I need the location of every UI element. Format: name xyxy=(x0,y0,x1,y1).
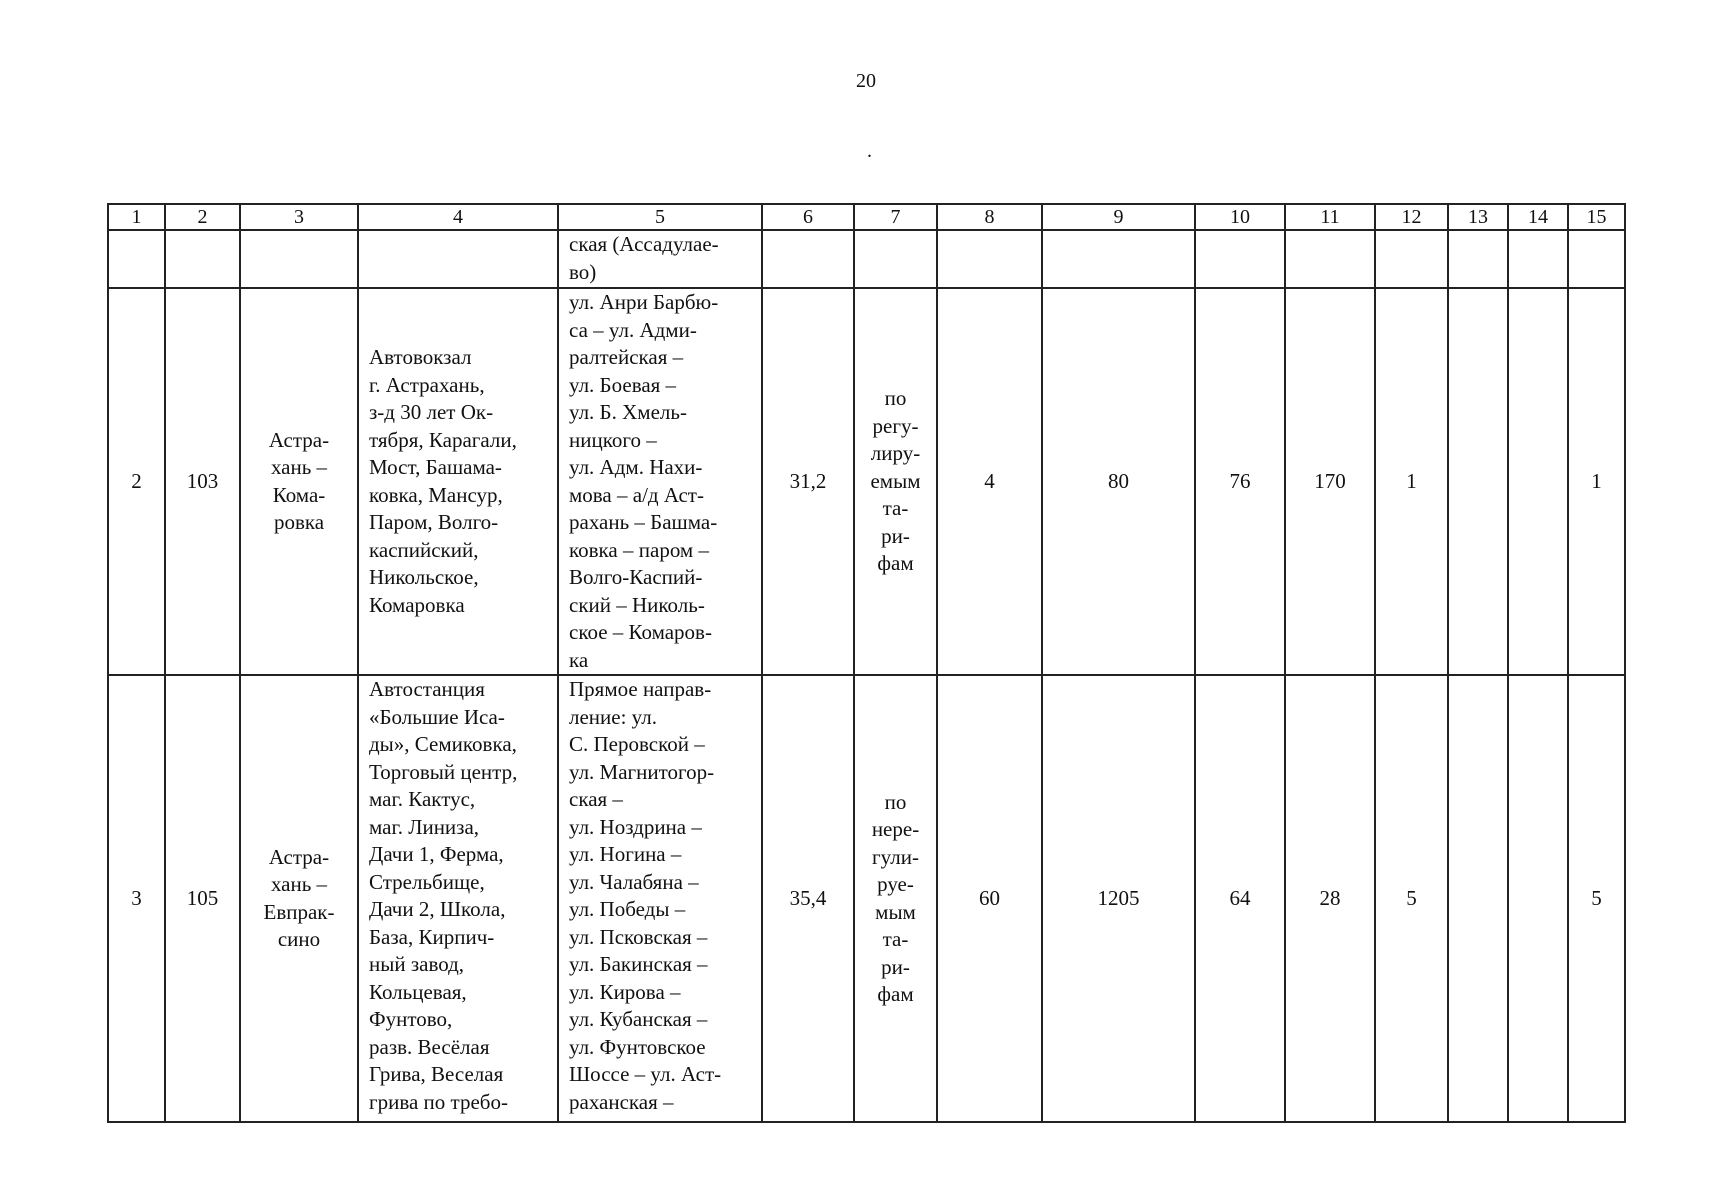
route-length: 31,2 xyxy=(762,288,854,675)
page-number: 20 xyxy=(856,70,876,92)
stray-dot: . xyxy=(867,140,872,162)
stops-list: Автостанция «Большие Иса- ды», Семиковка, Торговый центр, маг. Кактус, маг. Линиза, Дачи 1, Ферма, Стрельбище, Дачи 2, Школа, База, Кирпич- ный завод, Кольцевая, Фунтово, разв. Весёлая Грива, Веселая грива по требо- xyxy=(358,675,558,1122)
col-header: 12 xyxy=(1375,204,1448,230)
col-header: 15 xyxy=(1568,204,1625,230)
col-header: 13 xyxy=(1448,204,1508,230)
cell-col8: 4 xyxy=(937,288,1042,675)
cell-col15: 5 xyxy=(1568,675,1625,1122)
col-header: 8 xyxy=(937,204,1042,230)
route-name: Астра- хань – Кома- ровка xyxy=(240,288,358,675)
cell-col13 xyxy=(1448,675,1508,1122)
cell-col8: 60 xyxy=(937,675,1042,1122)
col-header: 4 xyxy=(358,204,558,230)
col-header: 2 xyxy=(165,204,240,230)
header-row xyxy=(108,204,1625,230)
route-length: 35,4 xyxy=(762,675,854,1122)
row-number: 3 xyxy=(108,675,165,1122)
cell-col9: 1205 xyxy=(1042,675,1195,1122)
cell-col10: 76 xyxy=(1195,288,1285,675)
cell-col12: 5 xyxy=(1375,675,1448,1122)
col-header: 10 xyxy=(1195,204,1285,230)
table-row xyxy=(108,675,1625,1122)
route-number: 105 xyxy=(165,675,240,1122)
col-header: 1 xyxy=(108,204,165,230)
route-name: Астра- хань – Евпрак- сино xyxy=(240,675,358,1122)
col-header: 9 xyxy=(1042,204,1195,230)
continuation-row xyxy=(108,230,1625,288)
col-header: 7 xyxy=(854,204,937,230)
row-number: 2 xyxy=(108,288,165,675)
cell-col10: 64 xyxy=(1195,675,1285,1122)
col-header: 3 xyxy=(240,204,358,230)
col-header: 5 xyxy=(558,204,762,230)
tariff-type: по регу- лиру- емым та- ри- фам xyxy=(854,288,937,675)
cell-col12: 1 xyxy=(1375,288,1448,675)
cell-col14 xyxy=(1508,288,1568,675)
cell-col14 xyxy=(1508,675,1568,1122)
route-number: 103 xyxy=(165,288,240,675)
col-header: 14 xyxy=(1508,204,1568,230)
cell-col11: 170 xyxy=(1285,288,1375,675)
col-header: 6 xyxy=(762,204,854,230)
cell-col15: 1 xyxy=(1568,288,1625,675)
cell-col11: 28 xyxy=(1285,675,1375,1122)
table-row xyxy=(108,288,1625,675)
routes-table xyxy=(107,203,1626,1123)
route-path-cell: ская (Ассадулае- во) xyxy=(558,230,762,288)
cell-col13 xyxy=(1448,288,1508,675)
route-path-cell: Прямое направ- ление: ул. С. Перовской – ул. Магнитогор- ская – ул. Ноздрина – ул. Ногина – ул. Чалабяна – ул. Победы – ул. Псковская – ул. Бакинская – ул. Кирова – ул. Кубанская – ул. Фунтовское Шоссе – ул. Аст- раханская – xyxy=(558,675,762,1122)
stops-list: Автовокзал г. Астрахань, з-д 30 лет Ок- тября, Карагали, Мост, Башама- ковка, Мансур, Паром, Волго- каспийский, Никольское, Комаровка xyxy=(358,288,558,675)
route-path-cell: ул. Анри Барбю- са – ул. Адми- ралтейская – ул. Боевая – ул. Б. Хмель- ницкого – ул. Адм. Нахи- мова – а/д Аст- рахань – Башма- ковка – паром – Волго-Каспий- ский – Николь- ское – Комаров- ка xyxy=(558,288,762,675)
col-header: 11 xyxy=(1285,204,1375,230)
cell-col9: 80 xyxy=(1042,288,1195,675)
tariff-type: по нере- гули- руе- мым та- ри- фам xyxy=(854,675,937,1122)
